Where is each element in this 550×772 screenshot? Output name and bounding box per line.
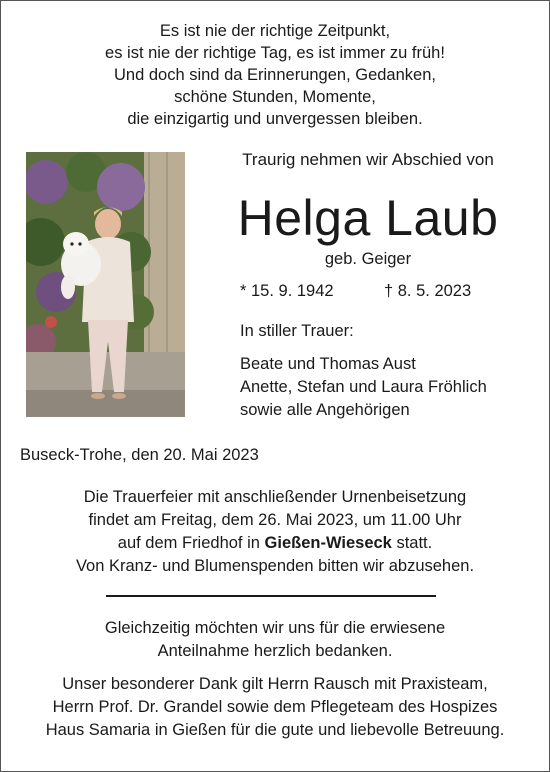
mourners	[240, 320, 487, 422]
poem-line: schöne Stunden, Momente,	[174, 88, 376, 106]
birth-date: * 15. 9. 1942	[240, 282, 334, 300]
special-thanks-line: Unser besonderer Dank gilt Herrn Rausch mit Praxisteam,	[62, 675, 488, 693]
funeral-line: Die Trauerfeier mit anschließender Urnenbeisetzung	[83, 488, 467, 506]
poem-line: es ist nie der richtige Tag, es ist immer zu früh!	[105, 44, 445, 62]
poem	[0, 20, 550, 130]
cemetery-location: Gießen-Wieseck	[264, 534, 392, 552]
divider	[106, 595, 436, 597]
poem-line: die einzigartig und unvergessen bleiben.	[127, 110, 423, 128]
funeral-line-text: statt.	[391, 534, 433, 552]
place-date: Buseck-Trohe, den 20. Mai 2023	[20, 446, 259, 464]
mourner-line: Anette, Stefan und Laura Fröhlich	[240, 378, 487, 396]
death-date: † 8. 5. 2023	[384, 282, 472, 300]
funeral-info	[0, 486, 550, 578]
thanks-line: Anteilnahme herzlich bedanken.	[157, 642, 393, 660]
funeral-line: Von Kranz- und Blumenspenden bitten wir abzusehen.	[75, 557, 475, 575]
portrait-photo	[26, 152, 185, 417]
special-thanks-line: Haus Samaria in Gießen für die gute und liebevolle Betreuung.	[45, 721, 505, 739]
funeral-line	[0, 532, 550, 555]
intro-text: Traurig nehmen wir Abschied von	[242, 150, 494, 169]
funeral-line-text: auf dem Friedhof in	[117, 534, 265, 552]
thanks	[0, 617, 550, 663]
portrait-photo-illustration	[26, 152, 185, 417]
funeral-line: findet am Freitag, dem 26. Mai 2023, um 11.00 Uhr	[88, 511, 462, 529]
mourners-heading: In stiller Trauer:	[240, 322, 354, 340]
special-thanks-line: Herrn Prof. Dr. Grandel sowie dem Pflegeteam des Hospizes	[52, 698, 498, 716]
deceased-name: Helga Laub	[237, 190, 499, 246]
poem-line: Es ist nie der richtige Zeitpunkt,	[159, 22, 391, 40]
mourner-line: Beate und Thomas Aust	[240, 355, 416, 373]
poem-line: Und doch sind da Erinnerungen, Gedanken,	[114, 66, 436, 84]
special-thanks	[0, 673, 550, 742]
maiden-name: geb. Geiger	[324, 250, 412, 268]
mourner-line: sowie alle Angehörigen	[240, 401, 410, 419]
thanks-line: Gleichzeitig möchten wir uns für die erwiesene	[104, 619, 446, 637]
